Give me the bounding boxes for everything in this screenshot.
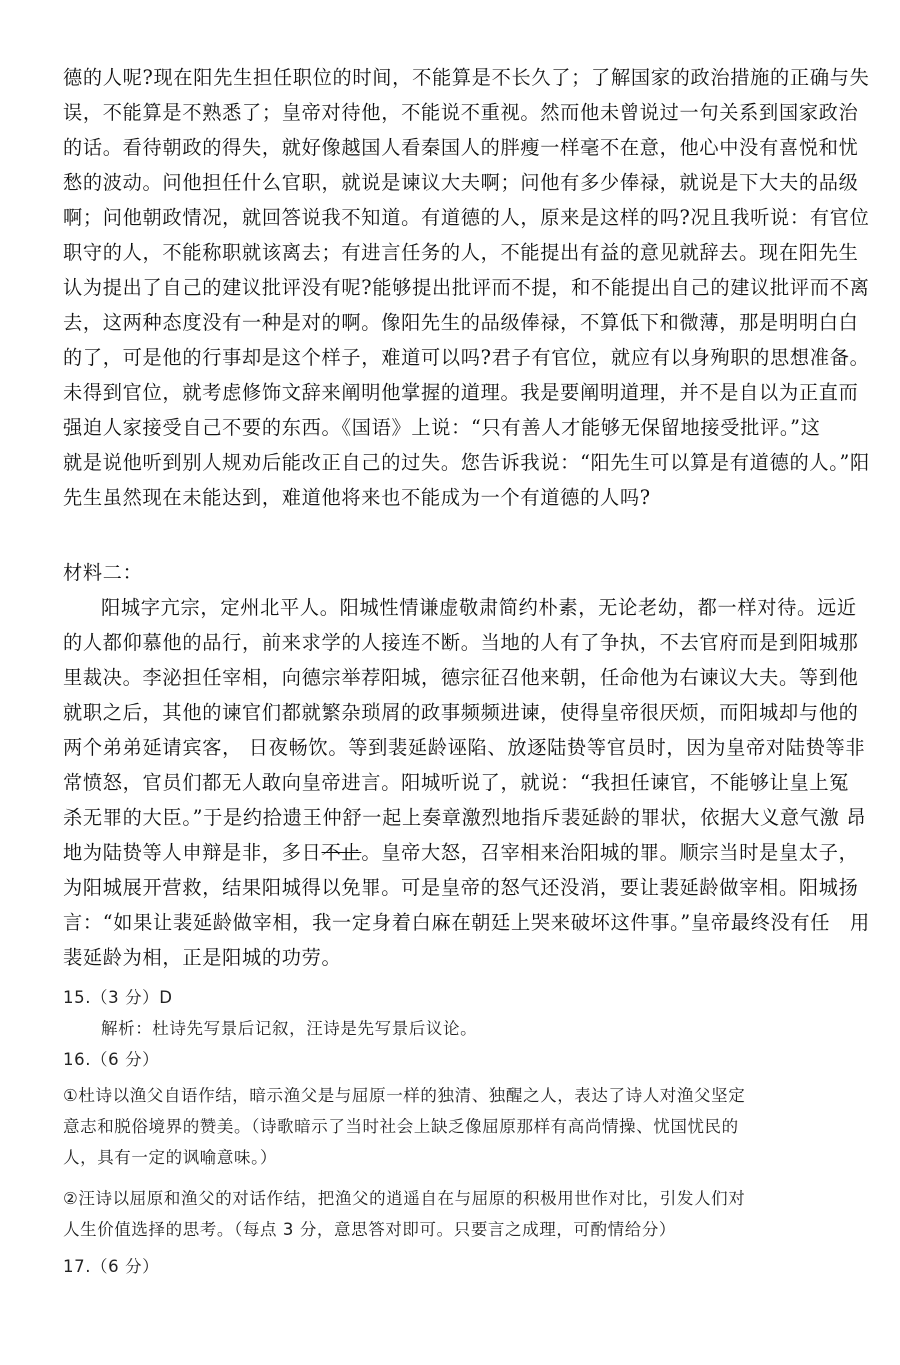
question-17-heading: 17.（6 分） [63, 1257, 160, 1276]
answer-line: 人生价值选择的思考。（每点 3 分，意思答对即可。只要言之成理，可酌情给分） [63, 1220, 677, 1239]
paragraph-line: 裴延龄为相，正是阳城的功劳。 [63, 946, 342, 969]
paragraph-line: 两个弟弟延请宾客， 日夜畅饮。等到裴延龄诬陷、放逐陆贽等官员时，因为皇帝对陆贽等非 [63, 736, 866, 759]
paragraph-line: 阳城字亢宗，定州北平人。阳城性情谦虚敬肃简约朴素，无论老幼，都一样对待。远近 [101, 596, 857, 619]
paragraph-line: 的了，可是他的行事却是这个样子，难道可以吗?君子有官位，就应有以身殉职的思想准备。 [63, 346, 870, 369]
paragraph-line: 言：“如果让裴延龄做宰相，我一定身着白麻在朝廷上哭来破坏这件事。”皇帝最终没有任 用 [63, 911, 870, 934]
line-text: 。皇帝大怒，召宰相来治阳城的罪。顺宗当时是皇太子， [361, 841, 859, 864]
paragraph-line: 职守的人，不能称职就该离去；有进言任务的人，不能提出有益的意见就辞去。现在阳先生 [63, 241, 859, 264]
paragraph-line: 啊；问他朝政情况，就回答说我不知道。有道德的人，原来是这样的吗?况且我听说：有官位 [63, 206, 870, 229]
line-text: 地为陆贽等人申辩是非，多日 [63, 841, 322, 864]
paragraph-line: 误，不能算是不熟悉了；皇帝对待他，不能说不重视。然而他未曾说过一句关系到国家政治 [63, 101, 859, 124]
question-15-analysis: 解析：杜诗先写景后记叙，汪诗是先写景后议论。 [101, 1019, 478, 1038]
paragraph-line [63, 841, 859, 865]
answer-line: 人，具有一定的讽喻意味。） [63, 1148, 278, 1167]
paragraph-line: 德的人呢?现在阳先生担任职位的时间，不能算是不长久了；了解国家的政治措施的正确与失 [63, 66, 870, 89]
paragraph-line: 为阳城展开营救，结果阳城得以免罪。可是皇帝的怒气还没消，要让裴延龄做宰相。阳城扬 [63, 876, 859, 899]
paragraph-line: 就职之后，其他的谏官们都就繁杂琐屑的政事频频进谏，使得皇帝很厌烦，而阳城却与他的 [63, 701, 859, 724]
paragraph-line: 杀无罪的大臣。”于是约拾遗王仲舒一起上奏章激烈地指斥裴延龄的罪状，依据大义意气激 昂 [63, 806, 867, 829]
paragraph-line: 强迫人家接受自己不要的东西。《国语》上说：“只有善人才能够无保留地接受批评。”这 [63, 416, 821, 439]
paragraph-line: 去，这两种态度没有一种是对的啊。像阳先生的品级俸禄，不算低下和微薄，那是明明白白 [63, 311, 859, 334]
answer-line: ①杜诗以渔父自语作结，暗示渔父是与屈原一样的独清、独醒之人，表达了诗人对渔父坚定 [63, 1086, 746, 1105]
paragraph-line: 认为提出了自己的建议批评没有呢?能够提出批评而不提，和不能提出自己的建议批评而不离 [63, 276, 870, 299]
paragraph-line: 愁的波动。问他担任什么官职，就说是谏议大夫啊；问他有多少俸禄，就说是下大夫的品级 [63, 171, 859, 194]
paragraph-line: 的话。看待朝政的得失，就好像越国人看秦国人的胖瘦一样毫不在意，他心中没有喜悦和忧 [63, 136, 859, 159]
answer-line: 意志和脱俗境界的赞美。（诗歌暗示了当时社会上缺乏像屈原那样有高尚情操、忧国忧民的 [63, 1117, 739, 1136]
answer-line: ②汪诗以屈原和渔父的对话作结，把渔父的逍遥自在与屈原的积极用世作对比，引发人们对 [63, 1189, 746, 1208]
question-16-heading: 16.（6 分） [63, 1050, 160, 1069]
paragraph-line: 里裁决。李泌担任宰相，向德宗举荐阳城，德宗征召他来朝，任命他为右谏议大夫。等到他 [63, 666, 859, 689]
paragraph-line: 先生虽然现在未能达到，难道他将来也不能成为一个有道德的人吗? [63, 486, 651, 509]
paragraph-line: 的人都仰慕他的品行，前来求学的人接连不断。当地的人有了争执，不去官府而是到阳城那 [63, 631, 859, 654]
paragraph-line: 就是说他听到别人规劝后能改正自己的过失。您告诉我说：“阳先生可以算是有道德的人。”阳 [63, 451, 870, 474]
paragraph-line: 未得到官位，就考虑修饰文辞来阐明他掌握的道理。我是要阐明道理，并不是自以为正直而 [63, 381, 859, 404]
struck-text: 不止 [321, 841, 362, 864]
paragraph-line: 常愤怒，官员们都无人敢向皇帝进言。阳城听说了，就说：“我担任谏官，不能够让皇上冤 [63, 771, 850, 794]
section-heading: 材料二： [63, 561, 143, 584]
question-15-heading: 15.（3 分）D [63, 988, 173, 1007]
